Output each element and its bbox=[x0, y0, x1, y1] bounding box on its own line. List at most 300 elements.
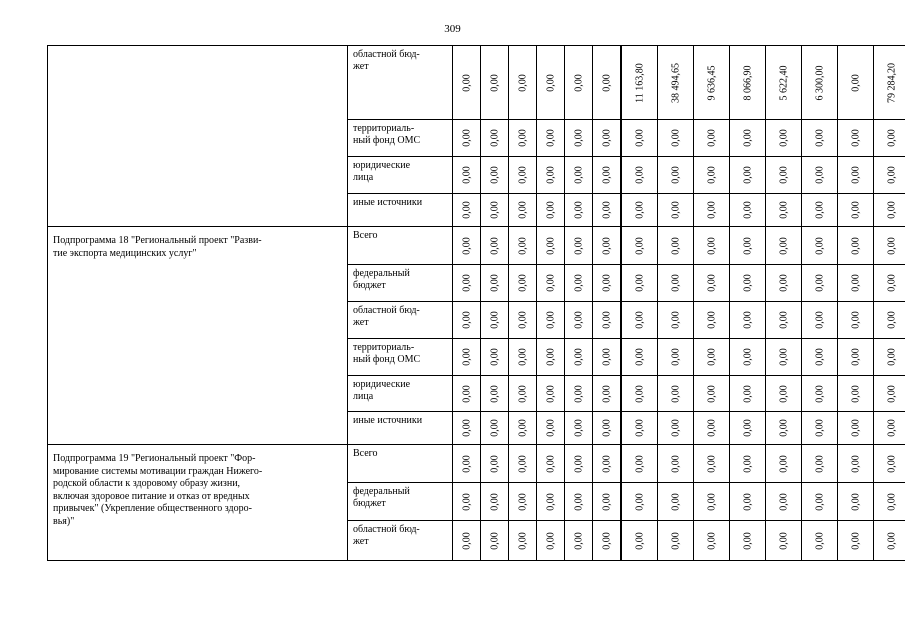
value-text: 0,00 bbox=[461, 166, 472, 184]
value-cell bbox=[565, 120, 593, 157]
value-text: 0,00 bbox=[461, 129, 472, 147]
budget-table bbox=[47, 45, 905, 561]
value-cell bbox=[453, 483, 481, 521]
value-text: 0,00 bbox=[601, 384, 612, 403]
value-text: 0,00 bbox=[886, 348, 897, 366]
value-text: 0,00 bbox=[601, 419, 612, 437]
value-cell bbox=[874, 194, 905, 227]
value-text: 0,00 bbox=[670, 274, 681, 292]
value-cell bbox=[766, 445, 802, 483]
value-cell bbox=[593, 483, 622, 521]
value-text: 0,00 bbox=[634, 236, 645, 255]
value-text: 0,00 bbox=[742, 201, 753, 219]
value-cell bbox=[565, 194, 593, 227]
value-cell bbox=[481, 302, 509, 339]
funding-source-cell: юридические лица bbox=[348, 376, 453, 412]
value-text: 0,00 bbox=[545, 492, 556, 511]
page-number: 309 bbox=[444, 23, 461, 35]
value-text: 0,00 bbox=[850, 73, 861, 92]
value-cell bbox=[453, 521, 481, 561]
value-text: 0,00 bbox=[545, 454, 556, 473]
value-cell bbox=[766, 227, 802, 265]
budget-table-body bbox=[48, 46, 905, 561]
value-cell bbox=[694, 227, 730, 265]
value-cell bbox=[838, 445, 874, 483]
value-text: 0,00 bbox=[489, 236, 500, 255]
program-name-cell: Подпрограмма 19 "Региональный проект "Фор- мирование системы мотивации граждан Нижего- родской области к здоровому образу жизни, включая здоровое питание и отказ от вредных привычек" (Укрепление общественного здоро- вья)" bbox=[48, 445, 348, 561]
value-cell bbox=[481, 157, 509, 194]
value-cell bbox=[565, 339, 593, 376]
value-text: 0,00 bbox=[850, 274, 861, 292]
value-cell bbox=[694, 483, 730, 521]
value-cell bbox=[537, 376, 565, 412]
value-cell bbox=[694, 339, 730, 376]
value-cell bbox=[874, 302, 905, 339]
funding-source-cell: областной бюд- жет bbox=[348, 302, 453, 339]
value-cell bbox=[593, 445, 622, 483]
value-cell bbox=[509, 265, 537, 302]
value-cell bbox=[694, 445, 730, 483]
value-text: 5 622,40 bbox=[778, 65, 789, 100]
value-text: 0,00 bbox=[517, 311, 528, 329]
value-cell bbox=[481, 445, 509, 483]
value-cell bbox=[802, 46, 838, 120]
value-text: 9 636,45 bbox=[706, 65, 717, 100]
value-text: 0,00 bbox=[545, 73, 556, 92]
value-text: 0,00 bbox=[517, 201, 528, 219]
value-cell bbox=[766, 302, 802, 339]
value-text: 0,00 bbox=[517, 384, 528, 403]
value-text: 0,00 bbox=[706, 166, 717, 184]
value-text: 0,00 bbox=[706, 492, 717, 511]
value-text: 0,00 bbox=[778, 201, 789, 219]
value-text: 0,00 bbox=[601, 274, 612, 292]
value-cell bbox=[838, 302, 874, 339]
value-text: 0,00 bbox=[778, 129, 789, 147]
value-text: 0,00 bbox=[573, 166, 584, 184]
value-text: 0,00 bbox=[634, 492, 645, 511]
value-cell bbox=[694, 194, 730, 227]
value-text: 0,00 bbox=[461, 201, 472, 219]
value-cell bbox=[802, 521, 838, 561]
value-text: 0,00 bbox=[886, 531, 897, 550]
value-cell bbox=[621, 521, 658, 561]
value-text: 0,00 bbox=[706, 201, 717, 219]
value-cell bbox=[694, 376, 730, 412]
value-text: 0,00 bbox=[706, 236, 717, 255]
value-text: 0,00 bbox=[573, 201, 584, 219]
value-cell bbox=[509, 445, 537, 483]
value-cell bbox=[766, 339, 802, 376]
value-text: 0,00 bbox=[886, 274, 897, 292]
value-text: 0,00 bbox=[461, 274, 472, 292]
value-cell bbox=[874, 483, 905, 521]
value-text: 0,00 bbox=[670, 129, 681, 147]
value-cell bbox=[509, 120, 537, 157]
value-cell bbox=[509, 339, 537, 376]
value-text: 0,00 bbox=[670, 419, 681, 437]
value-text: 0,00 bbox=[461, 348, 472, 366]
value-cell bbox=[565, 157, 593, 194]
value-text: 0,00 bbox=[886, 129, 897, 147]
funding-source-cell: Всего bbox=[348, 227, 453, 265]
value-text: 0,00 bbox=[634, 129, 645, 147]
value-text: 0,00 bbox=[489, 384, 500, 403]
value-text: 38 494,65 bbox=[670, 62, 681, 103]
value-text: 0,00 bbox=[573, 311, 584, 329]
value-cell bbox=[730, 120, 766, 157]
value-cell bbox=[802, 227, 838, 265]
value-cell bbox=[766, 265, 802, 302]
value-cell bbox=[730, 339, 766, 376]
value-text: 0,00 bbox=[778, 419, 789, 437]
value-cell bbox=[658, 302, 694, 339]
value-text: 0,00 bbox=[706, 419, 717, 437]
value-text: 0,00 bbox=[778, 384, 789, 403]
value-text: 0,00 bbox=[489, 348, 500, 366]
value-text: 0,00 bbox=[634, 311, 645, 329]
value-cell bbox=[565, 302, 593, 339]
value-text: 0,00 bbox=[706, 384, 717, 403]
value-text: 0,00 bbox=[850, 348, 861, 366]
value-cell bbox=[730, 445, 766, 483]
value-cell bbox=[509, 157, 537, 194]
value-text: 0,00 bbox=[601, 531, 612, 550]
value-cell bbox=[593, 339, 622, 376]
value-cell bbox=[658, 521, 694, 561]
value-cell bbox=[874, 120, 905, 157]
value-text: 0,00 bbox=[850, 454, 861, 473]
value-cell bbox=[453, 265, 481, 302]
value-text: 0,00 bbox=[670, 166, 681, 184]
value-text: 0,00 bbox=[573, 531, 584, 550]
value-text: 0,00 bbox=[850, 492, 861, 511]
value-text: 0,00 bbox=[517, 166, 528, 184]
value-text: 0,00 bbox=[601, 201, 612, 219]
value-cell bbox=[766, 483, 802, 521]
value-cell bbox=[481, 227, 509, 265]
value-cell bbox=[658, 265, 694, 302]
value-text: 0,00 bbox=[601, 348, 612, 366]
value-text: 0,00 bbox=[814, 454, 825, 473]
value-cell bbox=[453, 302, 481, 339]
value-text: 0,00 bbox=[517, 492, 528, 511]
value-text: 0,00 bbox=[489, 531, 500, 550]
value-text: 0,00 bbox=[489, 201, 500, 219]
value-text: 0,00 bbox=[545, 531, 556, 550]
value-cell bbox=[593, 157, 622, 194]
value-cell bbox=[874, 521, 905, 561]
value-cell bbox=[537, 46, 565, 120]
value-cell bbox=[509, 194, 537, 227]
value-text: 0,00 bbox=[545, 201, 556, 219]
value-cell bbox=[874, 376, 905, 412]
value-cell bbox=[658, 412, 694, 445]
value-text: 0,00 bbox=[814, 492, 825, 511]
value-cell bbox=[838, 376, 874, 412]
value-cell bbox=[481, 265, 509, 302]
value-text: 0,00 bbox=[886, 492, 897, 511]
value-cell bbox=[838, 157, 874, 194]
value-cell bbox=[802, 412, 838, 445]
value-text: 0,00 bbox=[814, 384, 825, 403]
value-cell bbox=[537, 120, 565, 157]
value-text: 0,00 bbox=[742, 531, 753, 550]
value-cell bbox=[509, 302, 537, 339]
funding-source-cell: федеральный бюджет bbox=[348, 483, 453, 521]
value-text: 0,00 bbox=[670, 531, 681, 550]
value-text: 0,00 bbox=[545, 311, 556, 329]
value-text: 0,00 bbox=[742, 419, 753, 437]
value-text: 0,00 bbox=[850, 129, 861, 147]
value-text: 0,00 bbox=[814, 274, 825, 292]
value-text: 0,00 bbox=[489, 274, 500, 292]
value-text: 0,00 bbox=[706, 348, 717, 366]
value-text: 0,00 bbox=[545, 419, 556, 437]
value-cell bbox=[565, 46, 593, 120]
funding-source-cell: Всего bbox=[348, 445, 453, 483]
value-text: 0,00 bbox=[601, 73, 612, 92]
value-text: 0,00 bbox=[545, 236, 556, 255]
value-cell bbox=[838, 227, 874, 265]
value-cell bbox=[481, 483, 509, 521]
value-text: 0,00 bbox=[461, 531, 472, 550]
value-text: 0,00 bbox=[461, 419, 472, 437]
value-text: 0,00 bbox=[545, 166, 556, 184]
value-text: 0,00 bbox=[601, 492, 612, 511]
value-text: 0,00 bbox=[634, 454, 645, 473]
value-cell bbox=[481, 46, 509, 120]
value-cell bbox=[730, 157, 766, 194]
value-cell bbox=[481, 521, 509, 561]
value-text: 0,00 bbox=[489, 419, 500, 437]
value-cell bbox=[838, 46, 874, 120]
value-cell bbox=[766, 521, 802, 561]
value-text: 0,00 bbox=[573, 454, 584, 473]
value-cell bbox=[658, 157, 694, 194]
value-cell bbox=[453, 339, 481, 376]
value-text: 0,00 bbox=[517, 274, 528, 292]
value-cell bbox=[802, 376, 838, 412]
value-text: 0,00 bbox=[850, 166, 861, 184]
funding-source-cell: иные источники bbox=[348, 194, 453, 227]
value-text: 0,00 bbox=[517, 419, 528, 437]
value-cell bbox=[509, 46, 537, 120]
value-cell bbox=[537, 227, 565, 265]
value-cell bbox=[453, 46, 481, 120]
value-cell bbox=[874, 157, 905, 194]
funding-source-cell: территориаль- ный фонд ОМС bbox=[348, 339, 453, 376]
value-cell bbox=[565, 412, 593, 445]
value-cell bbox=[621, 412, 658, 445]
value-cell bbox=[766, 46, 802, 120]
value-cell bbox=[838, 120, 874, 157]
value-cell bbox=[537, 412, 565, 445]
value-text: 0,00 bbox=[850, 419, 861, 437]
value-cell bbox=[694, 265, 730, 302]
value-cell bbox=[658, 227, 694, 265]
value-text: 0,00 bbox=[670, 348, 681, 366]
value-text: 0,00 bbox=[814, 129, 825, 147]
value-cell bbox=[802, 265, 838, 302]
value-text: 0,00 bbox=[573, 348, 584, 366]
program-name-cell bbox=[48, 46, 348, 227]
value-text: 0,00 bbox=[742, 236, 753, 255]
value-cell bbox=[874, 412, 905, 445]
value-text: 0,00 bbox=[634, 348, 645, 366]
value-text: 8 066,90 bbox=[742, 65, 753, 100]
value-cell bbox=[838, 265, 874, 302]
table-row bbox=[48, 46, 905, 120]
value-text: 0,00 bbox=[742, 384, 753, 403]
value-text: 0,00 bbox=[742, 274, 753, 292]
value-text: 0,00 bbox=[742, 129, 753, 147]
value-text: 0,00 bbox=[489, 166, 500, 184]
value-text: 0,00 bbox=[545, 274, 556, 292]
value-cell bbox=[621, 265, 658, 302]
value-text: 0,00 bbox=[706, 531, 717, 550]
value-cell bbox=[593, 521, 622, 561]
value-cell bbox=[766, 412, 802, 445]
value-text: 6 300,00 bbox=[814, 65, 825, 100]
value-text: 0,00 bbox=[778, 531, 789, 550]
value-text: 0,00 bbox=[706, 274, 717, 292]
value-text: 0,00 bbox=[742, 166, 753, 184]
value-cell bbox=[621, 339, 658, 376]
value-text: 0,00 bbox=[461, 236, 472, 255]
value-text: 79 284,20 bbox=[886, 62, 897, 103]
value-text: 0,00 bbox=[778, 274, 789, 292]
value-cell bbox=[481, 120, 509, 157]
value-cell bbox=[766, 376, 802, 412]
table-row bbox=[48, 445, 905, 483]
value-text: 0,00 bbox=[517, 454, 528, 473]
value-cell bbox=[766, 157, 802, 194]
value-text: 0,00 bbox=[778, 454, 789, 473]
value-cell bbox=[537, 483, 565, 521]
value-text: 0,00 bbox=[742, 492, 753, 511]
value-text: 0,00 bbox=[886, 454, 897, 473]
value-text: 0,00 bbox=[814, 311, 825, 329]
value-text: 0,00 bbox=[778, 492, 789, 511]
value-text: 0,00 bbox=[886, 311, 897, 329]
value-cell bbox=[621, 302, 658, 339]
value-cell bbox=[694, 46, 730, 120]
value-text: 0,00 bbox=[545, 129, 556, 147]
value-text: 0,00 bbox=[517, 129, 528, 147]
value-cell bbox=[658, 339, 694, 376]
value-cell bbox=[874, 227, 905, 265]
value-text: 0,00 bbox=[670, 311, 681, 329]
value-text: 0,00 bbox=[778, 311, 789, 329]
value-cell bbox=[694, 120, 730, 157]
value-cell bbox=[593, 194, 622, 227]
value-text: 0,00 bbox=[742, 454, 753, 473]
value-cell bbox=[565, 376, 593, 412]
value-cell bbox=[621, 120, 658, 157]
value-cell bbox=[453, 445, 481, 483]
value-cell bbox=[730, 521, 766, 561]
value-text: 0,00 bbox=[850, 201, 861, 219]
value-cell bbox=[802, 302, 838, 339]
value-cell bbox=[694, 157, 730, 194]
value-text: 0,00 bbox=[573, 384, 584, 403]
value-cell bbox=[802, 120, 838, 157]
value-cell bbox=[621, 227, 658, 265]
value-cell bbox=[694, 412, 730, 445]
value-cell bbox=[453, 120, 481, 157]
value-text: 0,00 bbox=[601, 236, 612, 255]
value-cell bbox=[621, 194, 658, 227]
value-text: 0,00 bbox=[778, 236, 789, 255]
value-cell bbox=[730, 227, 766, 265]
value-text: 0,00 bbox=[706, 129, 717, 147]
value-text: 11 163,80 bbox=[634, 62, 645, 103]
funding-source-cell: юридические лица bbox=[348, 157, 453, 194]
value-cell bbox=[481, 376, 509, 412]
value-text: 0,00 bbox=[886, 419, 897, 437]
value-text: 0,00 bbox=[886, 201, 897, 219]
value-cell bbox=[730, 265, 766, 302]
funding-source-cell: иные источники bbox=[348, 412, 453, 445]
value-cell bbox=[802, 483, 838, 521]
value-text: 0,00 bbox=[601, 129, 612, 147]
value-cell bbox=[874, 46, 905, 120]
value-text: 0,00 bbox=[573, 274, 584, 292]
value-cell bbox=[838, 521, 874, 561]
value-text: 0,00 bbox=[601, 454, 612, 473]
value-text: 0,00 bbox=[517, 531, 528, 550]
value-text: 0,00 bbox=[670, 201, 681, 219]
value-text: 0,00 bbox=[670, 384, 681, 403]
value-text: 0,00 bbox=[850, 531, 861, 550]
value-cell bbox=[453, 376, 481, 412]
value-text: 0,00 bbox=[634, 531, 645, 550]
value-cell bbox=[802, 339, 838, 376]
value-cell bbox=[802, 445, 838, 483]
value-text: 0,00 bbox=[634, 201, 645, 219]
value-cell bbox=[593, 376, 622, 412]
value-cell bbox=[621, 483, 658, 521]
value-cell bbox=[658, 483, 694, 521]
funding-source-cell: федеральный бюджет bbox=[348, 265, 453, 302]
value-cell bbox=[621, 376, 658, 412]
value-cell bbox=[621, 157, 658, 194]
value-cell bbox=[565, 521, 593, 561]
value-cell bbox=[453, 227, 481, 265]
value-text: 0,00 bbox=[573, 492, 584, 511]
value-text: 0,00 bbox=[634, 274, 645, 292]
value-cell bbox=[537, 302, 565, 339]
value-cell bbox=[593, 265, 622, 302]
value-cell bbox=[565, 445, 593, 483]
value-cell bbox=[658, 194, 694, 227]
value-text: 0,00 bbox=[850, 384, 861, 403]
value-cell bbox=[658, 46, 694, 120]
value-cell bbox=[537, 194, 565, 227]
value-cell bbox=[802, 157, 838, 194]
value-cell bbox=[838, 339, 874, 376]
value-cell bbox=[537, 521, 565, 561]
value-text: 0,00 bbox=[706, 311, 717, 329]
value-text: 0,00 bbox=[489, 129, 500, 147]
value-cell bbox=[621, 445, 658, 483]
value-text: 0,00 bbox=[461, 311, 472, 329]
value-text: 0,00 bbox=[489, 311, 500, 329]
value-cell bbox=[537, 445, 565, 483]
value-text: 0,00 bbox=[814, 348, 825, 366]
value-cell bbox=[481, 339, 509, 376]
